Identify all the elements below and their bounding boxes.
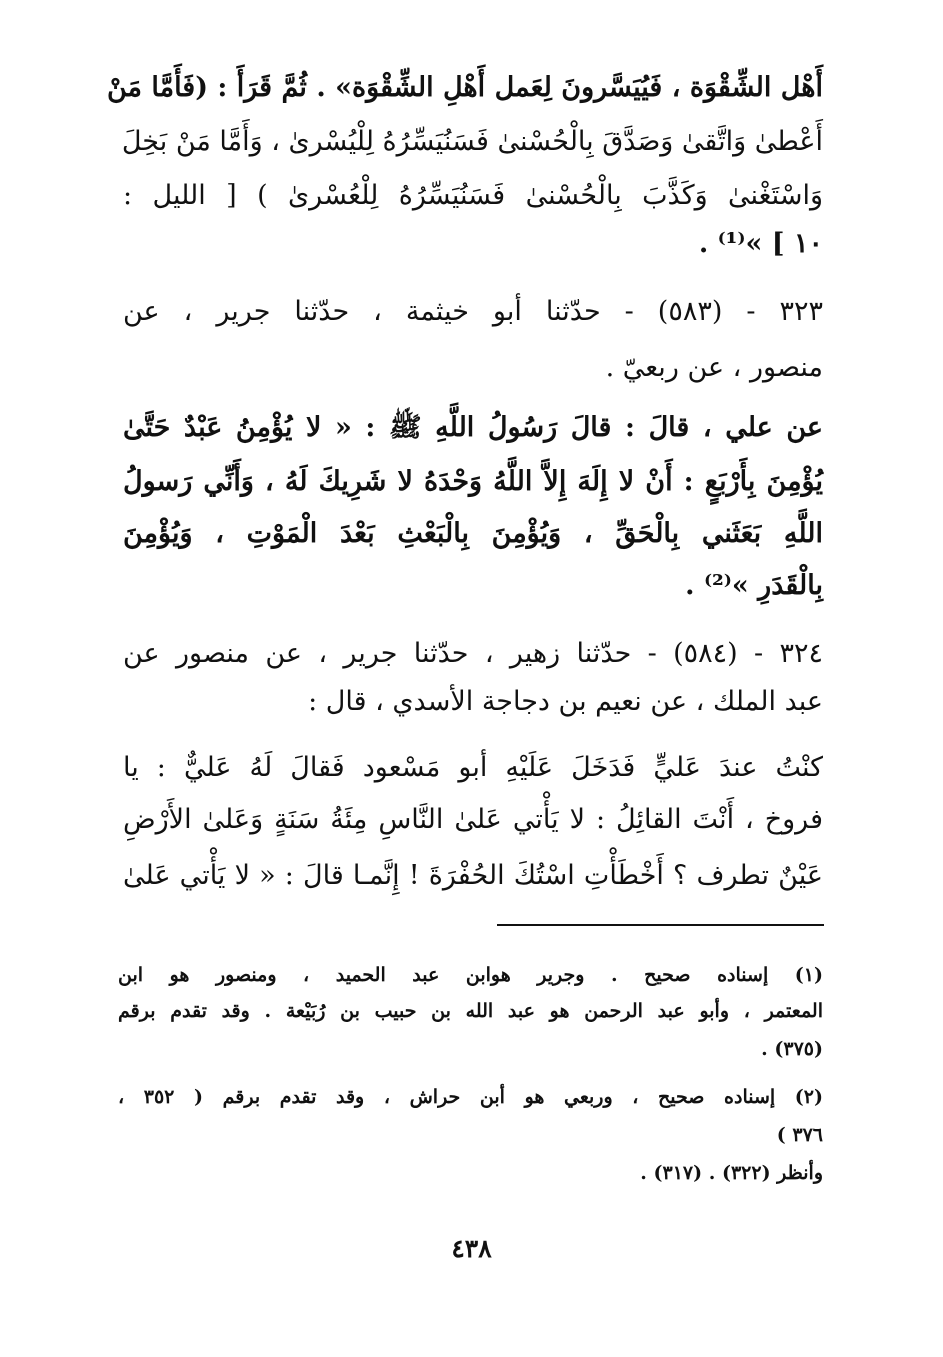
text-line: أَهْل الشِّقْوَة ، فَيُيَسَّرونَ لِعَمل أَهْلِ الشِّقْوَة» . ثُمَّ قَرَأَ : (فَأَمَّا مَنْ [106, 72, 823, 103]
text-line: وَاسْتَغْنىٰ وَكَذَّبَ بِالْحُسْنىٰ فَسَنُيَسِّرُهُ لِلْعُسْرىٰ ) [ الليل : [123, 180, 823, 211]
isnad-line: ٣٢٣ - (٥٨٣) - حدّثنا أبو خيثمة ، حدّثنا جرير ، عن [123, 296, 824, 327]
isnad-line: عبد الملك ، عن نعيم بن دجاجة الأسدي ، قال : [308, 686, 823, 717]
matn-line: كنْتُ عندَ عَليٍّ فَدَخَلَ عَلَيْهِ أبو مَسْعود فَقالَ لَهُ عَليٌّ : يا [123, 752, 823, 783]
text-line: ١٠ ] »⁽¹⁾ . [698, 228, 823, 259]
page-number: ٤٣٨ [451, 1234, 492, 1263]
footnote-line: وأنظر (٣٢٢) . (٣١٧) . [640, 1162, 823, 1184]
matn-line: يُؤْمِنَ بِأَرْبَعٍ : أَنْ لا إِلَهَ إِلاَّ اللَّهُ وَحْدَهُ لا شَرِيكَ لَهُ ، وَأَنِّي رَسولُ [123, 466, 823, 497]
matn-line: عَيْنٌ تطرف ؟ أَخْطَأْتِ اسْتُكَ الحُفْرَةَ ! إِنَّمـا قالَ : « لا يَأْتي عَلىٰ [123, 860, 823, 891]
footnote-line: (٣٧٥) . [761, 1038, 823, 1060]
matn-line: عن علي ، قالَ : قالَ رَسُولُ اللَّهِ ﷺ : « لا يُؤْمِنُ عَبْدٌ حَتَّىٰ [123, 412, 823, 443]
matn-line: اللَّهِ بَعَثَني بِالْحَقِّ ، وَيُؤْمِنَ بِالْبَعْثِ بَعْدَ الْمَوْتِ ، وَيُؤْمِنَ [123, 518, 823, 549]
footnote-line: (٢) إسناده صحيح ، وربعي هو أبن حراش ، وقد تقدم برقم ( ٣٥٢ ، [118, 1086, 824, 1108]
footnote-separator [497, 924, 824, 926]
isnad-line: منصور ، عن ربعيّ . [605, 352, 823, 383]
footnote-line: ٣٧٦ ) [776, 1124, 823, 1146]
text-line: أَعْطىٰ وَاتَّقىٰ وَصَدَّقَ بِالْحُسْنىٰ فَسَنُيَسِّرُهُ لِلْيُسْرىٰ ، وَأَمَّا مَنْ بَخِلَ [121, 126, 823, 157]
matn-line: بِالْقَدَرِ »⁽²⁾ . [685, 570, 823, 601]
isnad-line: ٣٢٤ - (٥٨٤) - حدّثنا زهير ، حدّثنا جرير ، عن منصور عن [123, 638, 824, 669]
matn-line: فروخ ، أَنْتَ القائِلُ : لا يَأْتي عَلىٰ النَّاسِ مِئَةُ سَنَةٍ وَعَلىٰ الأَرْضِ [123, 804, 823, 835]
footnote-line: المعتمر ، وأبو عبد الرحمن هو عبد الله بن حبيب بن رُبَيْعة . وقد تقدم برقم [118, 1000, 823, 1022]
footnote-line: (١) إسناده صحيح . وجرير هوابن عبد الحميد ، ومنصور هو ابن [118, 964, 823, 986]
